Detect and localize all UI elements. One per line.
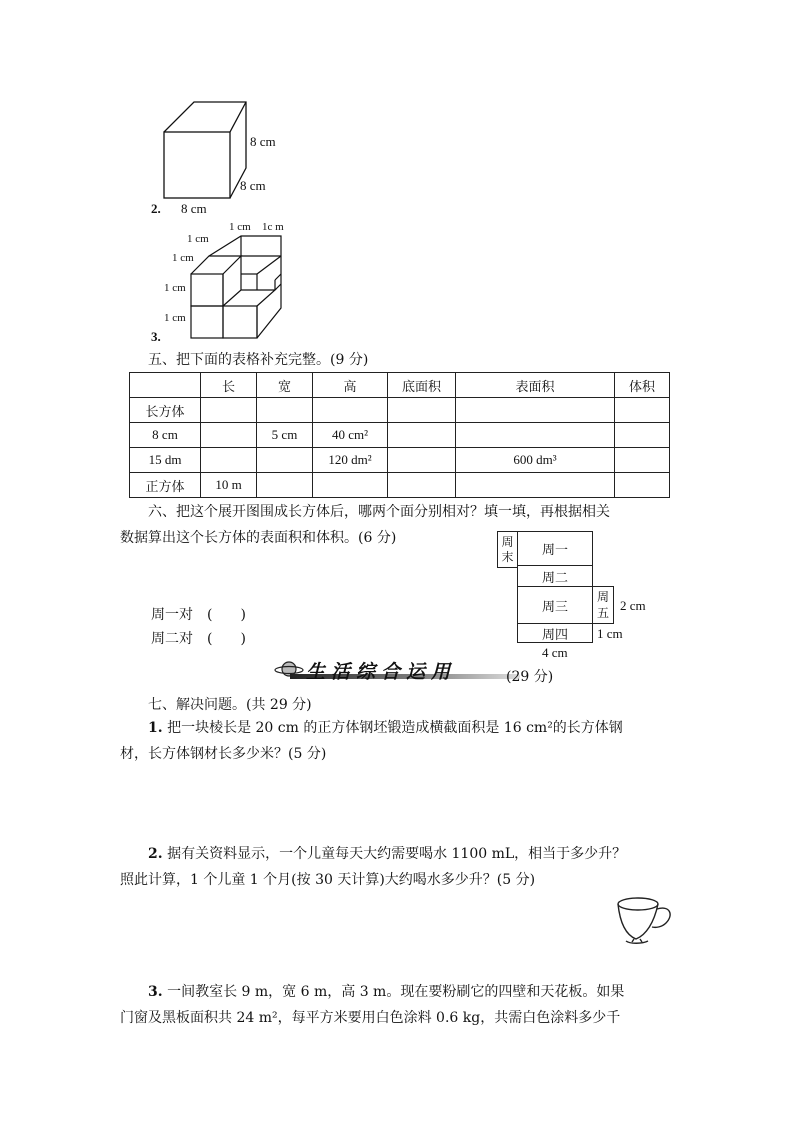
net-weekend-char-2: 末 bbox=[501, 549, 514, 564]
net-friday-char-1: 周 bbox=[596, 590, 609, 604]
cup-icon bbox=[612, 893, 676, 949]
stacked-cubes-figure bbox=[185, 230, 295, 345]
table-cell bbox=[388, 448, 456, 473]
problem-3-number: 3. bbox=[151, 329, 161, 344]
table-cell bbox=[615, 473, 670, 498]
net-dim-bottom: 4 cm bbox=[542, 645, 568, 660]
table-row bbox=[130, 473, 670, 498]
table-cell bbox=[201, 398, 257, 423]
table-cell: 5 cm bbox=[257, 423, 313, 448]
table-cell bbox=[257, 473, 313, 498]
problem-7-1-number: 1. bbox=[148, 720, 163, 736]
table-cell bbox=[388, 423, 456, 448]
table-header-cell: 高 bbox=[313, 373, 388, 398]
table-cell bbox=[615, 448, 670, 473]
table-cell: 600 dm³ bbox=[456, 448, 615, 473]
section-6-line-1: 六、把这个展开图围成长方体后，哪两个面分别相对？填一填，再根据相关 bbox=[148, 504, 610, 520]
table-cell: 长方体 bbox=[130, 398, 201, 423]
table-cell: 120 dm² bbox=[313, 448, 388, 473]
stack-label-left-a: 1 cm bbox=[172, 252, 194, 264]
section-banner bbox=[270, 655, 510, 683]
fill-table bbox=[129, 372, 670, 498]
problem-7-2-text-1: 据有关资料显示，一个儿童每天大约需要喝水 1100 mL，相当于多少升？ bbox=[167, 846, 627, 862]
stack-label-left-c: 1 cm bbox=[164, 312, 186, 324]
table-header-cell: 长 bbox=[201, 373, 257, 398]
net-friday-char-2: 五 bbox=[596, 606, 609, 620]
problem-7-3-text-1: 一间教室长 9 m，宽 6 m，高 3 m。现在要粉刷它的四壁和天花板。如果 bbox=[167, 984, 625, 1000]
table-cell bbox=[388, 398, 456, 423]
table-cell: 10 m bbox=[201, 473, 257, 498]
net-dim-height: 2 cm bbox=[620, 598, 646, 613]
table-header-cell: 表面积 bbox=[456, 373, 615, 398]
table-row bbox=[130, 398, 670, 423]
table-cell bbox=[313, 398, 388, 423]
problem-7-2-line-1 bbox=[148, 842, 626, 866]
table-cell bbox=[615, 398, 670, 423]
net-weekend-char-1: 周 bbox=[501, 534, 514, 549]
section-6-line-2: 数据算出这个长方体的表面积和体积。(6 分) bbox=[120, 530, 397, 546]
table-cell bbox=[313, 473, 388, 498]
net-face-monday bbox=[517, 531, 593, 566]
banner-title: 生活综合运用 bbox=[306, 661, 457, 683]
net-wednesday-label: 周三 bbox=[541, 599, 568, 615]
net-monday-label: 周一 bbox=[541, 543, 568, 558]
stack-label-top-mid: 1 cm bbox=[229, 221, 251, 233]
table-cell bbox=[456, 423, 615, 448]
stack-label-left-b: 1 cm bbox=[164, 282, 186, 294]
table-header-row bbox=[130, 373, 670, 398]
table-cell bbox=[456, 473, 615, 498]
section-7-title: 七、解决问题。(共 29 分) bbox=[148, 697, 312, 713]
table-cell bbox=[456, 398, 615, 423]
table-cell: 8 cm bbox=[130, 423, 201, 448]
problem-7-2-number: 2. bbox=[148, 846, 163, 862]
table-cell: 15 dm bbox=[130, 448, 201, 473]
net-face-thursday bbox=[517, 623, 593, 643]
problem-7-2-line-2: 照此计算，1 个儿童 1 个月(按 30 天计算)大约喝水多少升？(5 分) bbox=[120, 872, 536, 888]
net-face-tuesday bbox=[517, 565, 593, 587]
table-cell: 正方体 bbox=[130, 473, 201, 498]
cube-figure bbox=[160, 98, 250, 203]
table-cell bbox=[615, 423, 670, 448]
table-cell bbox=[257, 398, 313, 423]
problem-7-3-line-1 bbox=[148, 980, 624, 1004]
table-row bbox=[130, 448, 670, 473]
question-tuesday-pair: 周二对 ( ) bbox=[151, 631, 246, 647]
table-header-cell: 底面积 bbox=[388, 373, 456, 398]
net-thursday-label: 周四 bbox=[541, 627, 568, 643]
table-header-cell: 体积 bbox=[615, 373, 670, 398]
net-face-weekend bbox=[497, 531, 518, 568]
problem-7-1-line-1 bbox=[148, 716, 623, 740]
table-header-cell bbox=[130, 373, 201, 398]
question-monday-pair: 周一对 ( ) bbox=[151, 607, 246, 623]
problem-7-1-text-1: 把一块棱长是 20 cm 的正方体钢坯锻造成横截面积是 16 cm²的长方体钢 bbox=[167, 720, 623, 736]
table-cell bbox=[201, 448, 257, 473]
table-cell bbox=[201, 423, 257, 448]
net-face-friday bbox=[592, 586, 614, 624]
table-cell bbox=[388, 473, 456, 498]
table-row bbox=[130, 423, 670, 448]
banner-score: (29 分) bbox=[506, 669, 554, 685]
net-dim-width: 1 cm bbox=[597, 626, 623, 641]
net-face-wednesday bbox=[517, 586, 593, 624]
cube-height-label: 8 cm bbox=[250, 134, 276, 149]
cube-width-label: 8 cm bbox=[181, 201, 207, 216]
stack-label-top-right: 1c m bbox=[262, 221, 284, 233]
table-cell: 40 cm² bbox=[313, 423, 388, 448]
problem-7-3-line-2: 门窗及黑板面积共 24 m²，每平方米要用白色涂料 0.6 kg，共需白色涂料多少千 bbox=[120, 1010, 621, 1026]
problem-2-number: 2. bbox=[151, 201, 161, 216]
section-5-title: 五、把下面的表格补充完整。(9 分) bbox=[148, 352, 369, 368]
problem-7-3-number: 3. bbox=[148, 984, 163, 1000]
table-cell bbox=[257, 448, 313, 473]
problem-7-1-line-2: 材，长方体钢材长多少米？(5 分) bbox=[120, 746, 327, 762]
table-header-cell: 宽 bbox=[257, 373, 313, 398]
cube-depth-label: 8 cm bbox=[240, 178, 266, 193]
stack-label-top-left: 1 cm bbox=[187, 233, 209, 245]
net-tuesday-label: 周二 bbox=[541, 570, 568, 586]
